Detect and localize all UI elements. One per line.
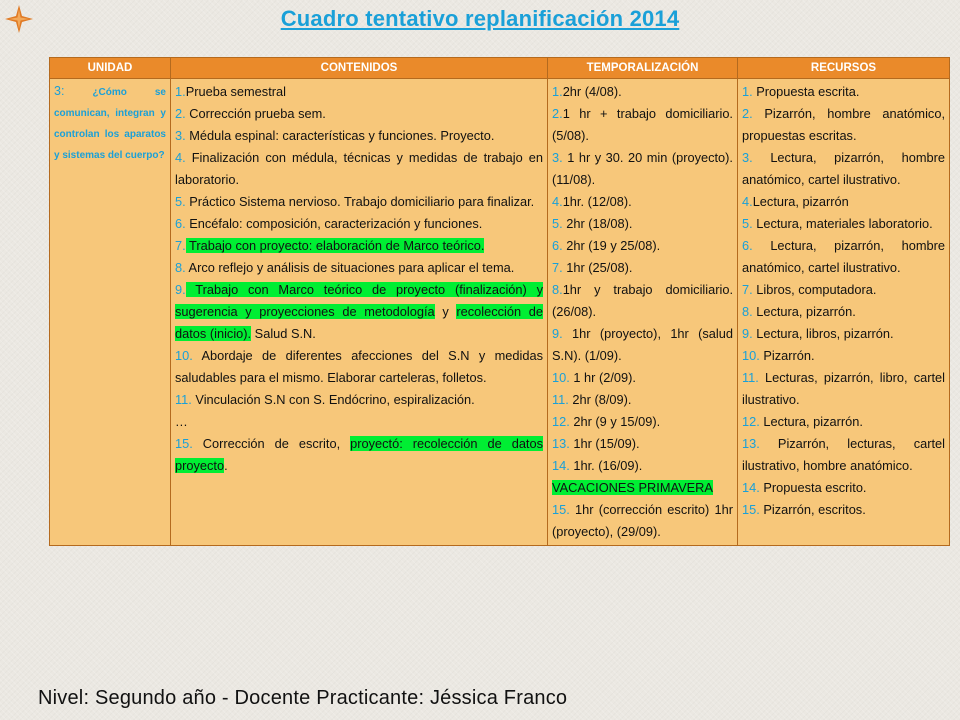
contenido-item [175, 433, 543, 477]
contenido-item [175, 279, 543, 345]
item-number: 4. [742, 194, 753, 209]
item-text: 2hr (8/09). [568, 392, 632, 407]
temporalizacion-item [552, 147, 733, 191]
recurso-item [742, 213, 945, 235]
item-number: 13. [552, 436, 570, 451]
highlighted-text: Trabajo con Marco teórico de proyecto (finalización) y sugerencia y proyecciones de metodología [175, 282, 543, 319]
item-text: 1 hr (2/09). [569, 370, 636, 385]
item-number: 7. [175, 238, 186, 253]
recurso-item [742, 411, 945, 433]
item-text: Lectura, pizarrón. [752, 304, 856, 319]
recurso-item [742, 367, 945, 411]
item-number: 3. [742, 150, 753, 165]
temporalizacion-item [552, 433, 733, 455]
item-number: 15. [175, 436, 193, 451]
item-number: 7. [742, 282, 753, 297]
item-text: … [175, 414, 188, 429]
contenido-item [175, 389, 543, 411]
item-number: 9. [175, 282, 186, 297]
temporalizacion-item [552, 103, 733, 147]
recursos-cell [738, 79, 950, 546]
item-number: 2. [175, 106, 186, 121]
item-number: 9. [552, 326, 563, 341]
contenido-item [175, 191, 543, 213]
item-number: 1. [552, 84, 563, 99]
recurso-item [742, 301, 945, 323]
contenido-item [175, 213, 543, 235]
item-text: 1 hr y 30. 20 min (proyecto). (11/08). [552, 150, 733, 187]
table-row [50, 79, 950, 546]
item-text: 1 hr + trabajo domiciliario. (5/08). [552, 106, 733, 143]
item-number: 9. [742, 326, 753, 341]
unidad-cell [50, 79, 171, 546]
planning-table [49, 57, 950, 546]
item-number: 14. [742, 480, 760, 495]
item-number: 8. [742, 304, 753, 319]
table-header-row [50, 58, 950, 79]
item-text: Lectura, materiales laboratorio. [752, 216, 933, 231]
item-text: Arco reflejo y análisis de situaciones para aplicar el tema. [185, 260, 515, 275]
header-temporalizacion: TEMPORALIZACIÓN [548, 58, 738, 79]
item-number: 5. [742, 216, 753, 231]
item-text: Lectura, pizarrón [752, 194, 849, 209]
highlighted-text: proyectó: recolección de datos proyecto [175, 436, 544, 473]
contenido-item [175, 411, 543, 433]
item-text: 1hr (corrección escrito) 1hr (proyecto), (29/09). [552, 502, 733, 539]
item-text: Lectura, pizarrón, hombre anatómico, cartel ilustrativo. [742, 238, 945, 275]
item-text: Vinculación S.N con S. Endócrino, espiralización. [191, 392, 475, 407]
highlighted-text: VACACIONES PRIMAVERA [552, 480, 713, 495]
temporalizacion-item [552, 499, 733, 543]
item-text: Pizarrón, escritos. [759, 502, 866, 517]
page-title: Cuadro tentativo replanificación 2014 [280, 6, 680, 31]
recurso-item [742, 81, 945, 103]
item-number: 11. [552, 392, 569, 407]
item-text: 1hr (proyecto), 1hr (salud S.N). (1/09). [552, 326, 733, 363]
item-number: 11. [175, 392, 192, 407]
item-number: 4. [175, 150, 186, 165]
item-text: 2hr (4/08). [562, 84, 622, 99]
item-text: Libros, computadora. [752, 282, 877, 297]
item-text: Pizarrón. [759, 348, 815, 363]
item-number: 14. [552, 458, 570, 473]
contenido-item [175, 147, 543, 191]
item-number: 7. [552, 260, 563, 275]
unidad-number: 3: [54, 84, 65, 98]
recurso-item [742, 235, 945, 279]
item-number: 12. [552, 414, 570, 429]
item-text: Propuesta escrito. [759, 480, 867, 495]
item-text: Lectura, pizarrón. [759, 414, 863, 429]
item-number: 3. [552, 150, 563, 165]
item-number: 13. [742, 436, 760, 451]
item-text: 1hr y trabajo domiciliario. (26/08). [552, 282, 733, 319]
item-text: Práctico Sistema nervioso. Trabajo domiciliario para finalizar. [185, 194, 535, 209]
item-text: 1hr (15/09). [569, 436, 640, 451]
contenido-item [175, 81, 543, 103]
item-number: 6. [742, 238, 753, 253]
item-text: 2hr (9 y 15/09). [569, 414, 661, 429]
item-number: 1. [175, 84, 186, 99]
contenido-item [175, 257, 543, 279]
recurso-item [742, 499, 945, 521]
item-text: Abordaje de diferentes afecciones del S.N y medidas saludables para el mismo. Elaborar carteleras, folletos. [175, 348, 543, 385]
item-text: Salud S.N. [251, 326, 316, 341]
temporalizacion-item [552, 477, 733, 499]
item-text: Finalización con médula, técnicas y medidas de trabajo en laboratorio. [175, 150, 543, 187]
recurso-item [742, 345, 945, 367]
item-text: 1hr. (16/09). [569, 458, 643, 473]
item-number: 10. [742, 348, 760, 363]
item-text: Corrección de escrito, [192, 436, 351, 451]
contenido-item [175, 125, 543, 147]
item-text: Lectura, pizarrón, hombre anatómico, cartel ilustrativo. [742, 150, 945, 187]
recurso-item [742, 147, 945, 191]
temporalizacion-item [552, 213, 733, 235]
recurso-item [742, 433, 945, 477]
temporalizacion-item [552, 279, 733, 323]
item-text: Médula espinal: características y funciones. Proyecto. [185, 128, 495, 143]
temporalizacion-item [552, 191, 733, 213]
temporalizacion-item [552, 455, 733, 477]
temporalizacion-item [552, 235, 733, 257]
item-text: Lecturas, pizarrón, libro, cartel ilustrativo. [742, 370, 945, 407]
item-text: 1hr (25/08). [562, 260, 633, 275]
item-number: 3. [175, 128, 186, 143]
item-text: Encéfalo: composición, caracterización y funciones. [185, 216, 483, 231]
item-text: 1hr. (12/08). [562, 194, 632, 209]
header-recursos: RECURSOS [738, 58, 950, 79]
recurso-item [742, 323, 945, 345]
item-number: 15. [742, 502, 760, 517]
item-number: 1. [742, 84, 753, 99]
item-number: 12. [742, 414, 760, 429]
item-text: Propuesta escrita. [752, 84, 860, 99]
item-number: 6. [175, 216, 186, 231]
contenido-item [175, 345, 543, 389]
item-number: 10. [175, 348, 193, 363]
item-number: 6. [552, 238, 563, 253]
recurso-item [742, 103, 945, 147]
header-unidad: UNIDAD [50, 58, 171, 79]
temporalizacion-item [552, 389, 733, 411]
item-text: Corrección prueba sem. [185, 106, 326, 121]
temporalizacion-item [552, 323, 733, 367]
temporalizacion-item [552, 367, 733, 389]
item-text: Pizarrón, lecturas, cartel ilustrativo, hombre anatómico. [742, 436, 945, 473]
item-number: 8. [175, 260, 186, 275]
item-number: 11. [742, 370, 759, 385]
item-text: Lectura, libros, pizarrón. [752, 326, 894, 341]
header-contenidos: CONTENIDOS [171, 58, 548, 79]
contenido-item [175, 103, 543, 125]
item-number: 15. [552, 502, 570, 517]
item-text: 2hr (18/08). [562, 216, 633, 231]
item-number: 4. [552, 194, 563, 209]
highlighted-text: Trabajo con proyecto: elaboración de Marco teórico. [185, 238, 485, 253]
recurso-item [742, 477, 945, 499]
contenido-item [175, 235, 543, 257]
item-number: 8. [552, 282, 563, 297]
highlighted-text: recolección de datos (inicio). [175, 304, 543, 341]
item-text: Prueba semestral [185, 84, 286, 99]
item-number: 2. [552, 106, 563, 121]
item-number: 10. [552, 370, 570, 385]
item-text: 2hr (19 y 25/08). [562, 238, 661, 253]
item-number: 2. [742, 106, 753, 121]
footer-level-teacher: Nivel: Segundo año - Docente Practicante: Jéssica Franco [38, 687, 568, 709]
temporalizacion-item [552, 411, 733, 433]
unidad-question: ¿Cómo se comunican, integran y controlan los aparatos y sistemas del cuerpo? [54, 87, 166, 161]
item-text: . [224, 458, 228, 473]
recurso-item [742, 279, 945, 301]
contenidos-cell [171, 79, 548, 546]
item-text: y [434, 304, 457, 319]
temporalizacion-item [552, 81, 733, 103]
temporalizacion-item [552, 257, 733, 279]
recurso-item [742, 191, 945, 213]
item-number: 5. [552, 216, 563, 231]
temporalizacion-cell [548, 79, 738, 546]
item-text: Pizarrón, hombre anatómico, propuestas escritas. [742, 106, 945, 143]
item-number: 5. [175, 194, 186, 209]
